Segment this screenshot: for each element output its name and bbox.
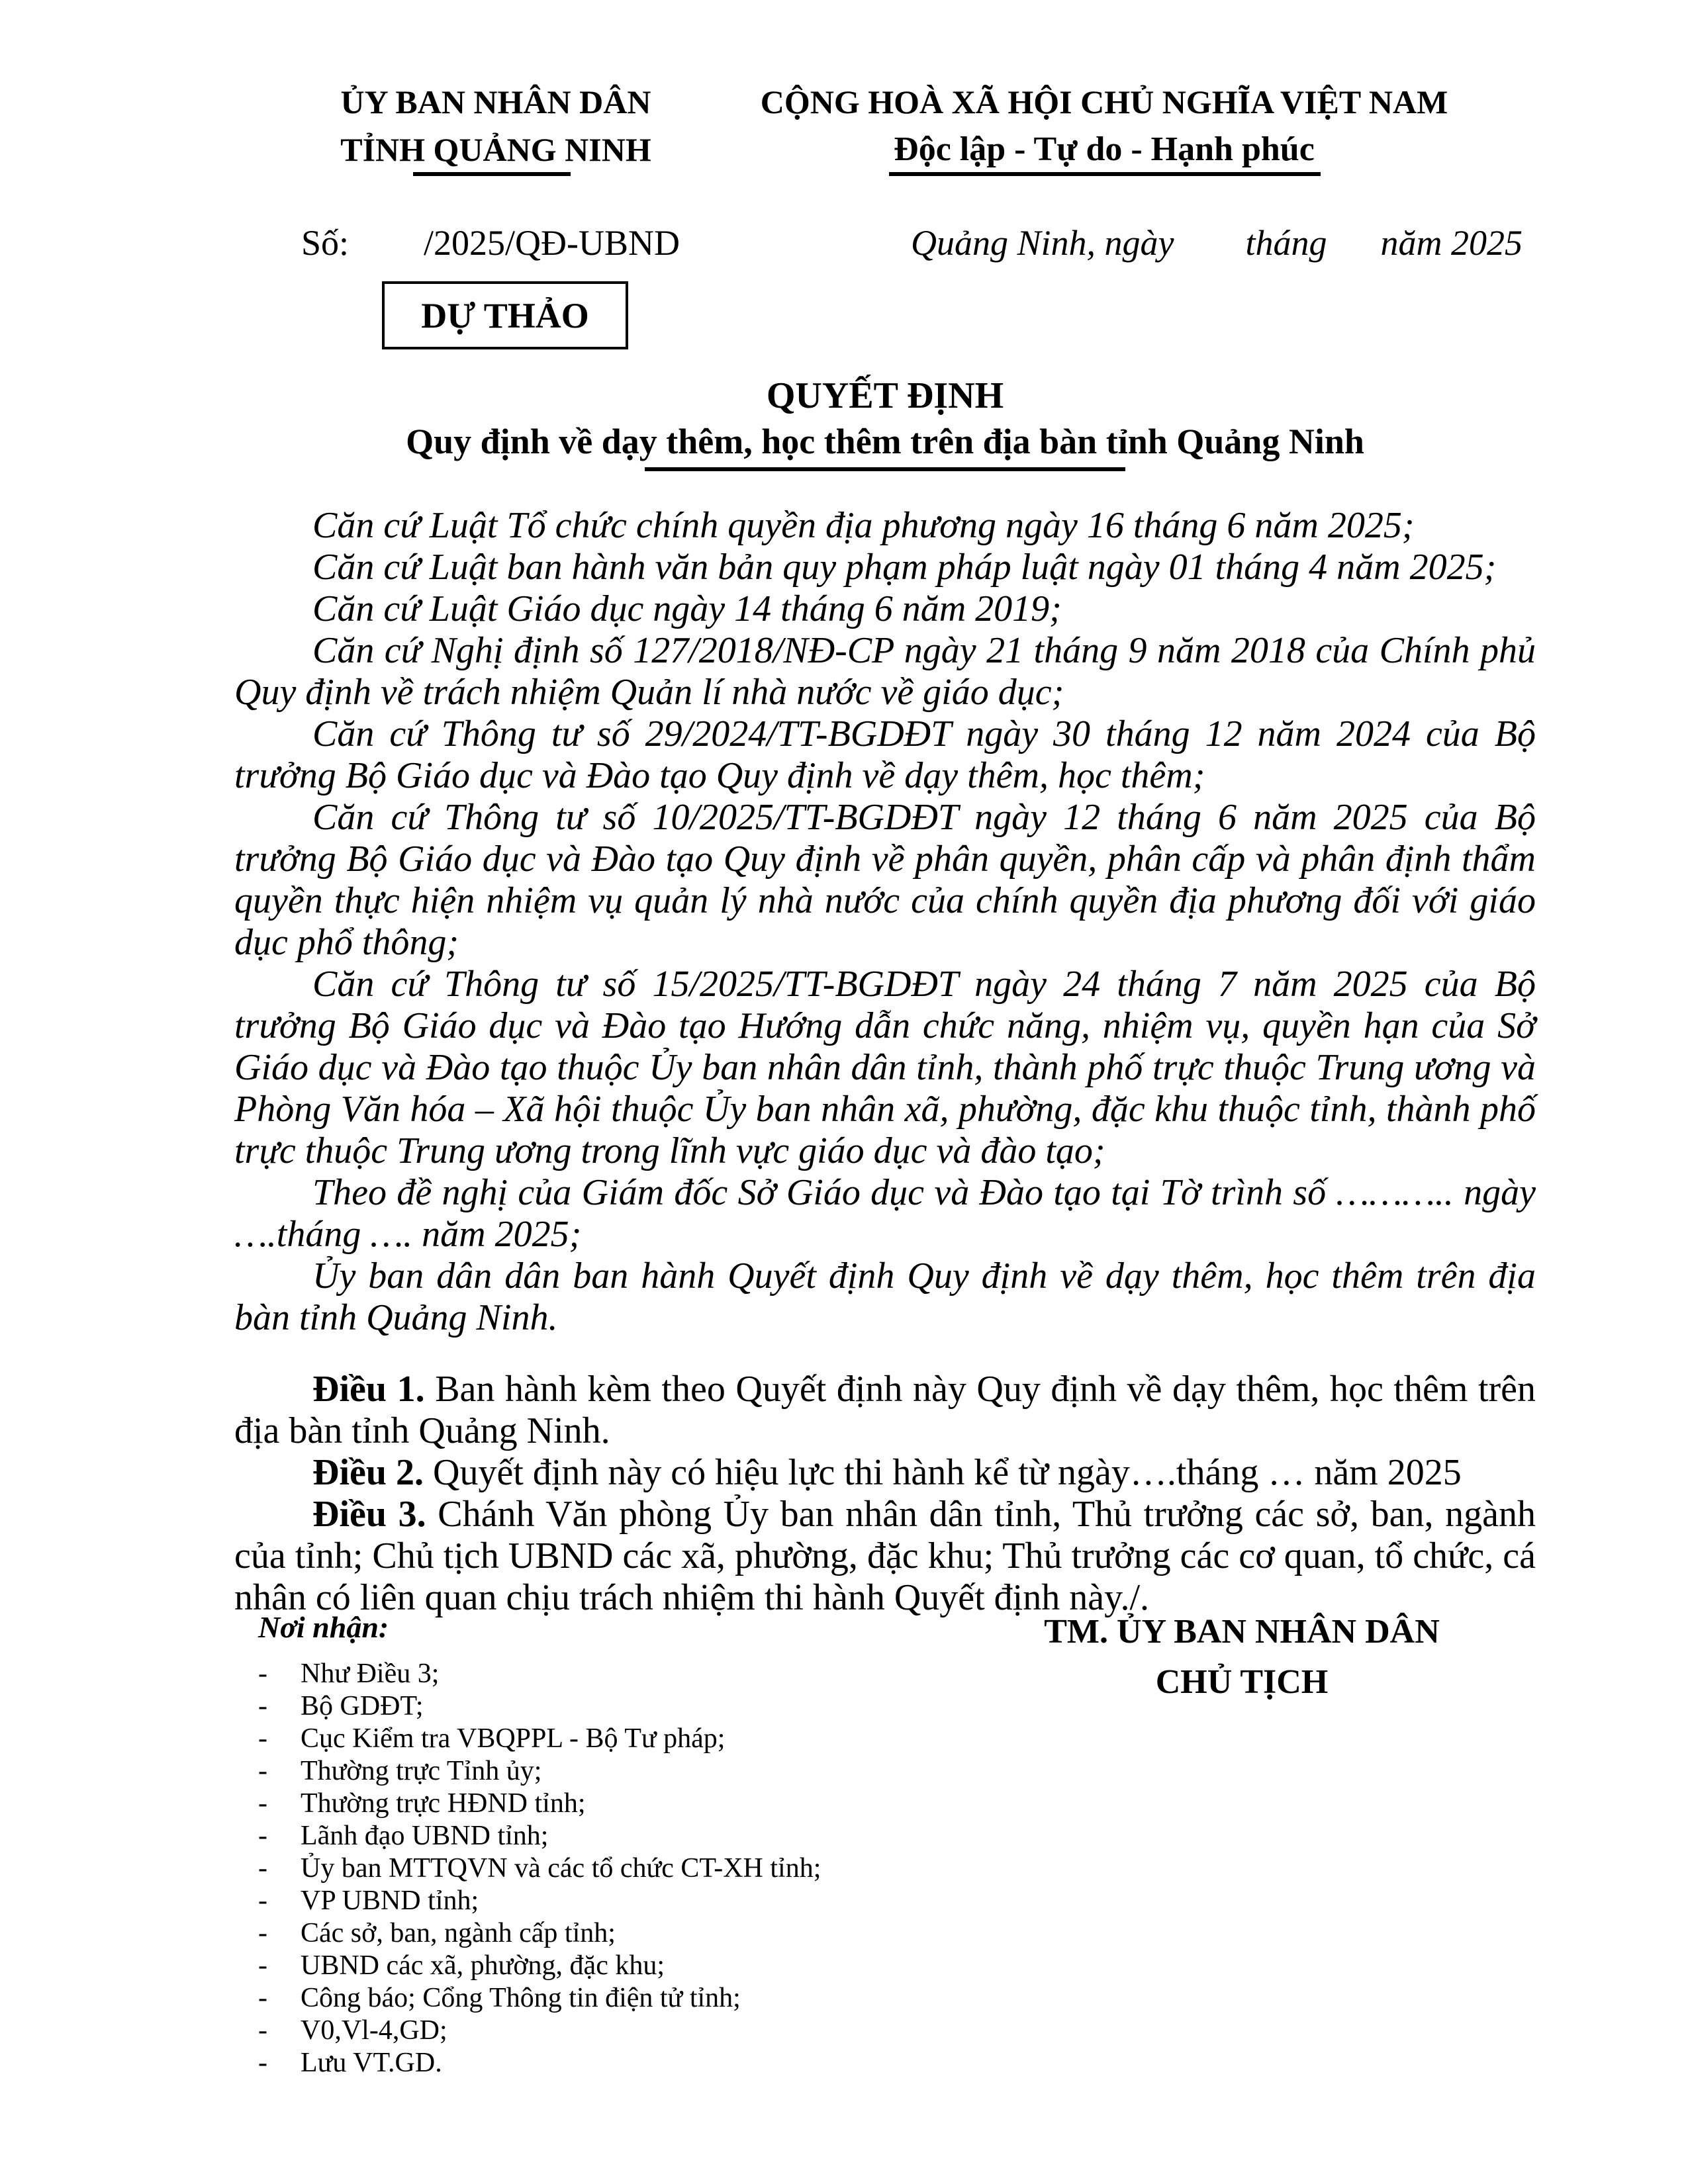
draft-stamp-label: DỰ THẢO xyxy=(421,295,589,336)
recipient-item xyxy=(258,1820,973,1852)
dash-bullet: - xyxy=(258,1788,267,1819)
dash-bullet: - xyxy=(258,1691,267,1721)
recipient-text: Công báo; Cổng Thông tin điện tử tỉnh; xyxy=(301,1983,741,2013)
preamble-paragraph: Theo đề nghị của Giám đốc Sở Giáo dục và Đào tạo tại Tờ trình số ……….. ngày ….tháng …. năm 2025; xyxy=(234,1172,1536,1255)
dash-bullet: - xyxy=(258,1983,267,2013)
article-3-text: Chánh Văn phòng Ủy ban nhân dân tỉnh, Thủ trưởng các sở, ban, ngành của tỉnh; Chủ tịch UBND các xã, phường, đặc khu; Thủ trưởng các cơ quan, tổ chức, cá nhân có liên quan chịu trách nhiệm thi hành Quyết định này./. xyxy=(234,1494,1536,1618)
title-underline xyxy=(645,467,1125,471)
recipient-text: Thường trực HĐND tỉnh; xyxy=(301,1788,586,1819)
article-paragraph xyxy=(234,1494,1536,1619)
recipient-item xyxy=(258,1723,973,1755)
dash-bullet: - xyxy=(258,1853,267,1884)
preamble-paragraph: Căn cứ Luật Tổ chức chính quyền địa phương ngày 16 tháng 6 năm 2025; xyxy=(312,505,1415,546)
recipient-item xyxy=(258,1982,973,2015)
recipient-text: V0,Vl-4,GD; xyxy=(301,2015,447,2046)
signature-title: CHỦ TỊCH xyxy=(1155,1663,1329,1701)
preamble-paragraph: Căn cứ Nghị định số 127/2018/NĐ-CP ngày 21 tháng 9 năm 2018 của Chính phủ Quy định về trách nhiệm Quản lí nhà nước về giáo dục; xyxy=(234,630,1536,713)
document-subtitle: Quy định về dạy thêm, học thêm trên địa bàn tỉnh Quảng Ninh xyxy=(406,422,1364,461)
dash-bullet: - xyxy=(258,1821,267,1851)
recipient-text: Các sở, ban, ngành cấp tỉnh; xyxy=(301,1918,616,1948)
dash-bullet: - xyxy=(258,1756,267,1786)
document-title: QUYẾT ĐỊNH xyxy=(766,375,1004,416)
article-paragraph xyxy=(234,1369,1536,1452)
preamble-section xyxy=(234,505,1536,1339)
recipient-text: Thường trực Tỉnh ủy; xyxy=(301,1756,542,1786)
issuer-underline xyxy=(413,172,571,176)
signature-block xyxy=(1005,1607,1479,1707)
preamble-paragraph: Căn cứ Thông tư số 15/2025/TT-BGDĐT ngày 24 tháng 7 năm 2025 của Bộ trưởng Bộ Giáo dục và Đào tạo Hướng dẫn chức năng, nhiệm vụ, quyền hạn của Sở Giáo dục và Đào tạo thuộc Ủy ban nhân dân tỉnh, thành phố trực thuộc Trung ương và Phòng Văn hóa – Xã hội thuộc Ủy ban nhân xã, phường, đặc khu thuộc tỉnh, thành phố trực thuộc Trung ương trong lĩnh vực giáo dục và đào tạo; xyxy=(234,964,1536,1171)
recipient-item xyxy=(258,1658,973,1690)
issuer-block xyxy=(234,78,757,173)
recipient-text: Lãnh đạo UBND tỉnh; xyxy=(301,1821,549,1851)
recipients-block xyxy=(258,1610,973,2079)
national-block xyxy=(715,78,1493,173)
recipient-text: Bộ GDĐT; xyxy=(301,1691,424,1721)
recipient-item xyxy=(258,2015,973,2047)
recipient-text: VP UBND tỉnh; xyxy=(301,1886,479,1916)
title-block xyxy=(234,372,1536,471)
dash-bullet: - xyxy=(258,1723,267,1754)
recipient-item xyxy=(258,1690,973,1723)
dash-bullet: - xyxy=(258,2048,267,2078)
recipient-text: Ủy ban MTTQVN và các tổ chức CT-XH tỉnh; xyxy=(301,1853,821,1884)
articles-section xyxy=(234,1369,1536,1619)
article-3-label: Điều 3. xyxy=(312,1494,426,1535)
draft-stamp-box xyxy=(382,281,628,349)
preamble-paragraph: Căn cứ Thông tư số 10/2025/TT-BGDĐT ngày 12 tháng 6 năm 2025 của Bộ trưởng Bộ Giáo dục và Đào tạo Quy định về phân quyền, phân cấp và phân định thẩm quyền thực hiện nhiệm vụ quản lý nhà nước của chính quyền địa phương đối với giáo dục phổ thông; xyxy=(234,797,1536,963)
recipient-item xyxy=(258,1950,973,1982)
national-line-1: CỘNG HOÀ XÃ HỘI CHỦ NGHĨA VIỆT NAM xyxy=(760,83,1448,120)
dash-bullet: - xyxy=(258,1659,267,1689)
dash-bullet: - xyxy=(258,2015,267,2046)
recipient-text: UBND các xã, phường, đặc khu; xyxy=(301,1950,665,1981)
recipient-text: Như Điều 3; xyxy=(301,1659,440,1689)
issuer-line-1: ỦY BAN NHÂN DÂN xyxy=(340,83,651,120)
recipient-text: Cục Kiểm tra VBQPPL - Bộ Tư pháp; xyxy=(301,1723,726,1754)
recipient-item xyxy=(258,1788,973,1820)
national-motto: Độc lập - Tự do - Hạnh phúc xyxy=(894,130,1315,168)
preamble-paragraph: Căn cứ Thông tư số 29/2024/TT-BGDĐT ngày 30 tháng 12 năm 2024 của Bộ trưởng Bộ Giáo dục và Đào tạo Quy định về dạy thêm, học thêm; xyxy=(234,713,1536,796)
recipient-item xyxy=(258,2047,973,2079)
dash-bullet: - xyxy=(258,1886,267,1916)
recipients-heading: Nơi nhận: xyxy=(258,1610,389,1644)
dash-bullet: - xyxy=(258,1918,267,1948)
number-label: Số: xyxy=(301,223,350,263)
signature-authority: TM. ỦY BAN NHÂN DÂN xyxy=(1044,1613,1440,1651)
article-2-label: Điều 2. xyxy=(312,1452,424,1493)
recipient-item xyxy=(258,1852,973,1885)
recipient-item xyxy=(258,1917,973,1950)
recipient-item xyxy=(258,1755,973,1788)
dash-bullet: - xyxy=(258,1950,267,1981)
motto-underline xyxy=(889,172,1321,176)
article-1-label: Điều 1. xyxy=(312,1369,425,1410)
issuer-line-2: TỈNH QUẢNG NINH xyxy=(340,131,651,168)
preamble-paragraph: Ủy ban dân dân ban hành Quyết định Quy định về dạy thêm, học thêm trên địa bàn tỉnh Quảng Ninh. xyxy=(234,1255,1536,1338)
article-2-text: Quyết định này có hiệu lực thi hành kể từ ngày….tháng … năm 2025 xyxy=(433,1452,1462,1493)
article-1-text: Ban hành kèm theo Quyết định này Quy định về dạy thêm, học thêm trên địa bàn tỉnh Quảng Ninh. xyxy=(234,1369,1536,1451)
article-paragraph xyxy=(234,1452,1536,1494)
document-number: /2025/QĐ-UBND xyxy=(424,223,680,263)
number-date-row xyxy=(0,222,1688,270)
place-date-line: Quảng Ninh, ngày tháng năm 2025 xyxy=(911,223,1523,263)
preamble-paragraph: Căn cứ Luật ban hành văn bản quy phạm pháp luật ngày 01 tháng 4 năm 2025; xyxy=(312,547,1497,588)
recipient-text: Lưu VT.GD. xyxy=(301,2048,442,2078)
document-body xyxy=(234,505,1536,1619)
recipient-item xyxy=(258,1885,973,1917)
preamble-paragraph: Căn cứ Luật Giáo dục ngày 14 tháng 6 năm 2019; xyxy=(312,588,1062,629)
